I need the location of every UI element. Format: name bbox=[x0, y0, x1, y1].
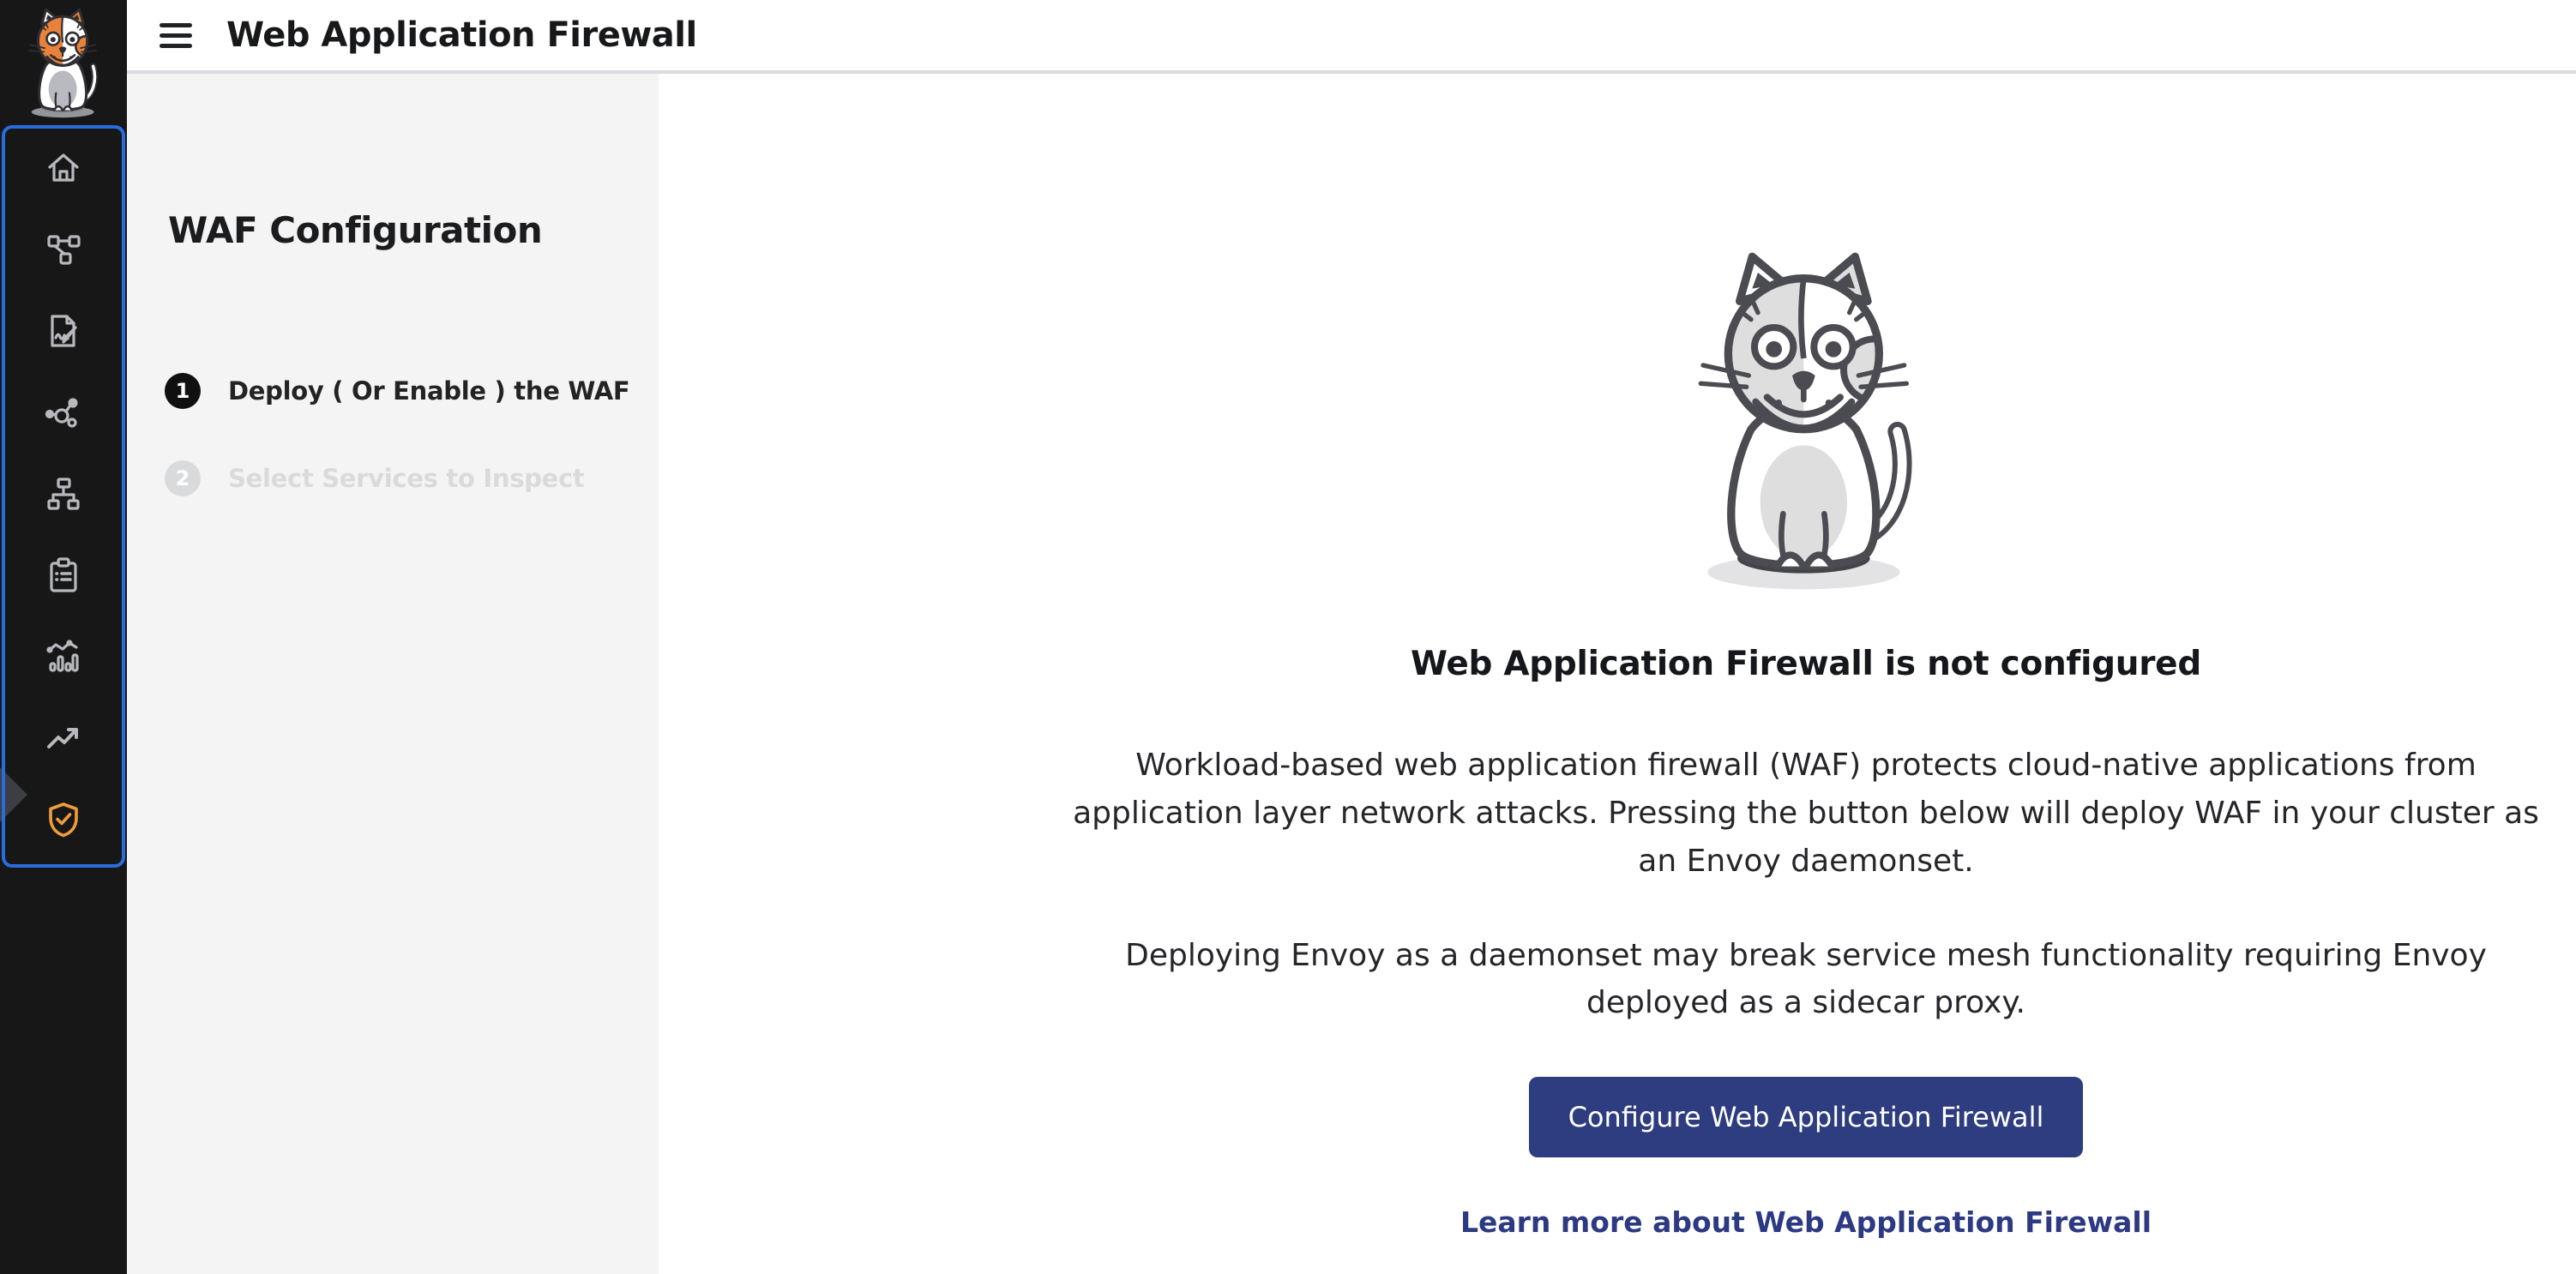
step-1-badge: 1 bbox=[165, 373, 201, 409]
sitemap-icon bbox=[44, 474, 83, 514]
clipboard-list-icon bbox=[44, 556, 83, 595]
bar-chart-icon bbox=[44, 637, 83, 676]
page-header bbox=[127, 0, 2576, 74]
cat-illustration bbox=[1669, 249, 1943, 592]
sidebar bbox=[0, 0, 127, 1274]
waf-configuration-panel bbox=[127, 74, 659, 1274]
step-1-label: Deploy ( Or Enable ) the WAF bbox=[228, 376, 630, 406]
configure-waf-button[interactable]: Configure Web Application Firewall bbox=[1529, 1077, 2084, 1157]
document-edit-icon bbox=[44, 311, 83, 351]
page-title: Web Application Firewall bbox=[226, 15, 697, 55]
main-content bbox=[659, 74, 2576, 1274]
topology-icon bbox=[44, 230, 83, 269]
sidebar-item-trends[interactable] bbox=[43, 718, 84, 759]
step-2-badge: 2 bbox=[165, 460, 201, 496]
sidebar-item-analytics[interactable] bbox=[43, 636, 84, 677]
empty-state-heading: Web Application Firewall is not configured bbox=[1411, 645, 2201, 683]
panel-title: WAF Configuration bbox=[168, 209, 543, 251]
shield-check-icon bbox=[44, 800, 83, 839]
step-2-label: Select Services to Inspect bbox=[228, 464, 585, 493]
sidebar-item-policy-editor[interactable] bbox=[43, 310, 84, 352]
cat-logo-icon bbox=[19, 7, 108, 118]
step-deploy-waf bbox=[165, 373, 629, 409]
sidebar-item-topology[interactable] bbox=[43, 229, 84, 270]
home-icon bbox=[44, 148, 83, 188]
sidebar-item-cluster[interactable] bbox=[43, 473, 84, 514]
waf-description-paragraph: Workload-based web application firewall (WAF) protects cloud-native applications from application layer network attacks. Pressing the button below will deploy WAF in your cluster as an Envoy daemonset. bbox=[1073, 748, 2539, 879]
sidebar-item-waf-security[interactable] bbox=[43, 799, 84, 840]
sidebar-item-network-graph[interactable] bbox=[43, 392, 84, 433]
network-graph-icon bbox=[44, 393, 83, 432]
sidebar-item-home[interactable] bbox=[43, 147, 84, 189]
hamburger-menu-icon[interactable] bbox=[159, 23, 192, 48]
learn-more-link[interactable]: Learn more about Web Application Firewall bbox=[1460, 1205, 2152, 1240]
sidebar-nav bbox=[2, 125, 125, 868]
app-logo[interactable] bbox=[0, 0, 127, 125]
trending-up-icon bbox=[44, 718, 83, 758]
waf-warning-paragraph: Deploying Envoy as a daemonset may break service mesh functionality requiring Envoy deployed as a sidecar proxy. bbox=[1125, 937, 2487, 1021]
step-select-services bbox=[165, 460, 585, 496]
sidebar-item-compliance[interactable] bbox=[43, 555, 84, 596]
